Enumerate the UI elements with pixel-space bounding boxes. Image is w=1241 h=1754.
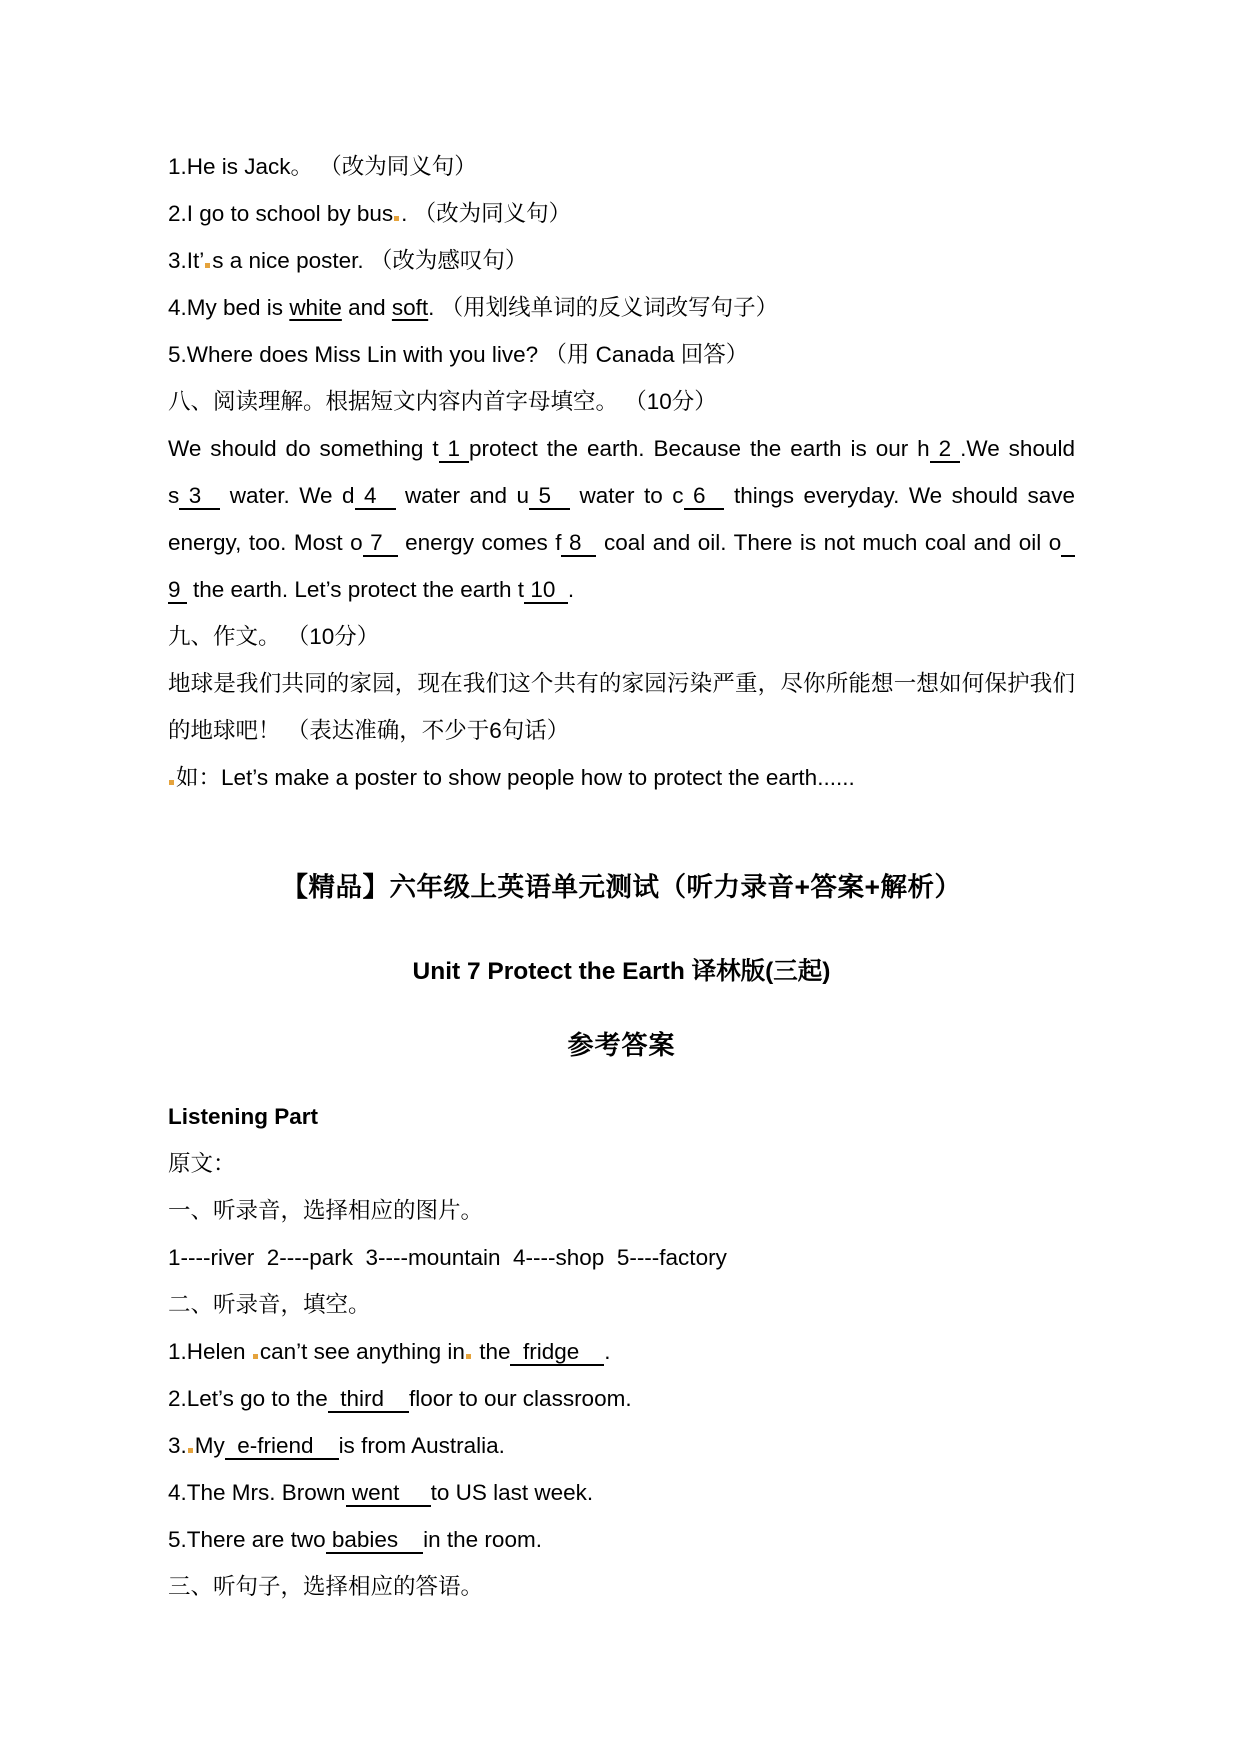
text-segment: floor to our classroom. [409, 1386, 632, 1411]
text-segment: 5.There are two [168, 1527, 326, 1552]
spellcheck-mark [394, 216, 399, 221]
page-title: 【精品】六年级上英语单元测试（听力录音+答案+解析） [281, 872, 962, 902]
text-segment: the earth. Let’s protect the earth t [186, 577, 525, 602]
reading-passage-line-1 [168, 425, 1075, 472]
answer-blank: fridge [510, 1339, 605, 1364]
answer-blank: e-friend [224, 1433, 339, 1458]
listening-section2-item-4 [168, 1469, 1075, 1516]
answer-key-title: 参考答案 [567, 1030, 676, 1060]
listening-section1-answers: 1----river 2----park 3----mountain 4----shop 5----factory [168, 1245, 727, 1270]
listening-section2-item-1 [168, 1328, 1075, 1375]
listening-section1-heading: 一、听录音，选择相应的图片。 [168, 1198, 484, 1223]
reading-section-heading: 八、阅读理解。根据短文内容内首字母填空。 （10分） [168, 389, 717, 414]
rewrite-item-5 [168, 331, 1075, 378]
listening-section3-heading: 三、听句子，选择相应的答语。 [168, 1574, 484, 1599]
writing-prompt-line-2: 的地球吧！ （表达准确，不少于6句话） [168, 718, 570, 743]
text-segment: 2.I go to school by bus [168, 201, 394, 226]
text-segment: to US last week. [430, 1480, 594, 1505]
spellcheck-mark [188, 1448, 193, 1453]
text-segment: . （改为同义句） [401, 201, 572, 226]
text-segment: 4.The Mrs. Brown [168, 1480, 346, 1505]
text-segment: 2.Let’s go to the [168, 1386, 328, 1411]
text-segment: s a nice poster. （改为感叹句） [212, 248, 528, 273]
answer-blank: 5 [529, 483, 571, 508]
spellcheck-mark [205, 263, 210, 268]
text-segment: water to c [570, 483, 684, 508]
listening-section2-heading: 二、听录音，填空。 [168, 1292, 371, 1317]
listening-section2-item-2 [168, 1375, 1075, 1422]
text-segment: can’t see anything in [259, 1339, 465, 1364]
answer-blank: babies [325, 1527, 424, 1552]
text-segment: in the room. [423, 1527, 542, 1552]
answer-blank: went [345, 1480, 431, 1505]
answer-blank: 3 [179, 483, 221, 508]
listening-section2-item-3 [168, 1422, 1075, 1469]
answer-blank: 2 [929, 436, 961, 461]
answer-blank: 6 [683, 483, 725, 508]
text-segment: protect the earth. Because the earth is our h [469, 436, 930, 461]
unit-title: Unit 7 Protect the Earth 译林版(三起) [412, 958, 831, 985]
text-segment: . （用划线单词的反义词改写句子） [428, 295, 779, 320]
reading-passage-line-4 [168, 566, 1075, 613]
writing-example-line [168, 754, 1075, 801]
answer-blank: 7 [362, 530, 398, 555]
text-segment: energy, too. Most o [168, 530, 363, 555]
text-segment: soft [391, 295, 429, 320]
answer-blank: third [327, 1386, 409, 1411]
text-segment: 3.It’ [168, 248, 205, 273]
rewrite-item-2 [168, 190, 1075, 237]
text-segment: 1.Helen [168, 1339, 252, 1364]
text-segment: energy comes f [397, 530, 562, 555]
text-segment: 3. [168, 1433, 187, 1458]
text-segment: and [341, 295, 392, 320]
answer-blank: 10 [524, 577, 568, 602]
text-segment: white [289, 295, 342, 320]
text-segment: things everyday. We should save [724, 483, 1075, 508]
writing-prompt-line-1: 地球是我们共同的家园，现在我们这个共有的家园污染严重，尽你所能想一想如何保护我们 [168, 671, 1075, 696]
answer-blank: 9 [168, 577, 187, 602]
text-segment: My [194, 1433, 225, 1458]
answer-blank: 1 [438, 436, 470, 461]
rewrite-item-1 [168, 143, 1075, 190]
text-segment: 1.He is Jack。 （改为同义句） [168, 154, 477, 179]
answer-blank: 4 [354, 483, 396, 508]
text-segment: . [567, 577, 575, 602]
text-segment: 5.Where does Miss Lin with you live? （用 Canada 回答） [168, 342, 749, 367]
text-segment: s [168, 483, 180, 508]
answer-blank: 8 [561, 530, 597, 555]
reading-passage-line-3 [168, 519, 1075, 566]
reading-passage-line-2 [168, 472, 1075, 519]
text-segment: . [604, 1339, 611, 1364]
rewrite-item-4 [168, 284, 1075, 331]
spellcheck-mark [169, 780, 174, 785]
text-segment: .We should [960, 436, 1075, 461]
text-segment: water and u [395, 483, 530, 508]
text-segment: 4.My bed is [168, 295, 290, 320]
text-segment: water. We d [220, 483, 355, 508]
listening-script-label: 原文： [168, 1151, 236, 1176]
rewrite-item-3 [168, 237, 1075, 284]
text-segment: coal and oil. There is not much coal and oil o [596, 530, 1062, 555]
spellcheck-mark [253, 1354, 258, 1359]
answer-blank [1061, 530, 1075, 557]
spellcheck-mark [466, 1354, 471, 1359]
listening-part-label: Listening Part [168, 1104, 319, 1129]
text-segment: is from Australia. [338, 1433, 505, 1458]
text-segment: We should do something t [168, 436, 439, 461]
text-segment: the [472, 1339, 511, 1364]
listening-section2-item-5 [168, 1516, 1075, 1563]
text-segment: 如：Let’s make a poster to show people how to protect the earth...... [176, 765, 855, 790]
writing-section-heading: 九、作文。 （10分） [168, 624, 380, 649]
